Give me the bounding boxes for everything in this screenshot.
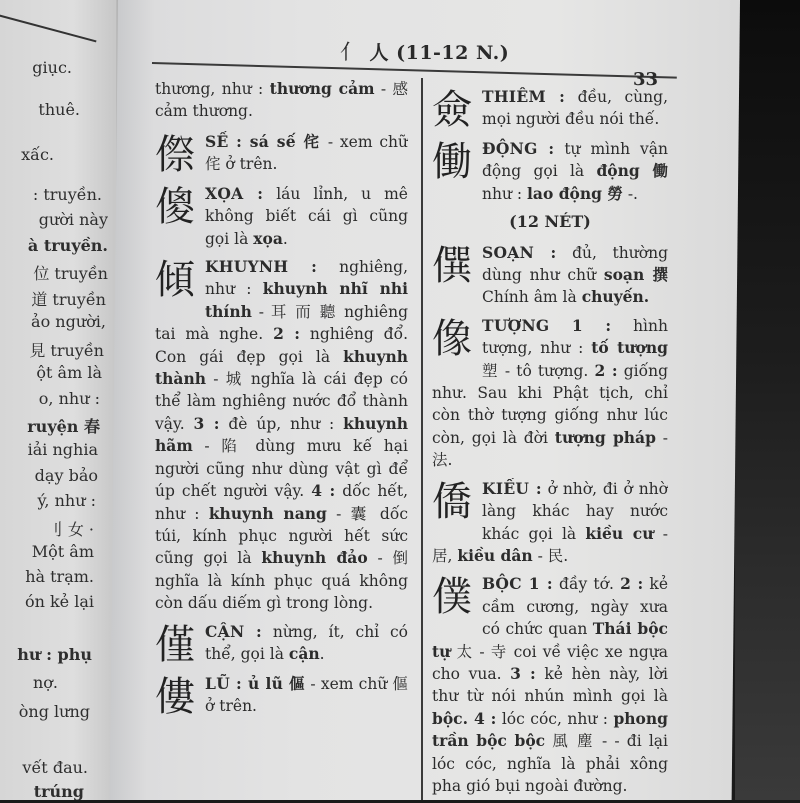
- bold-term: 3 :: [510, 663, 536, 683]
- han-character: 僕: [432, 574, 472, 621]
- dictionary-entry: 傻XỌA : láu lỉnh, u mê không biết cái gì cũng gọi là xọa.: [155, 183, 408, 248]
- entry-headword: SOẠN :: [482, 242, 557, 262]
- definition-text: ở nhờ, đi ở nhờ làng khác hay nước khác gọi là: [482, 479, 668, 543]
- entry-headword: LŨ : ủ lũ 傴: [205, 673, 306, 693]
- han-character: 像: [432, 315, 472, 362]
- dictionary-entry: [155, 256, 408, 615]
- facing-page-line: 見 truyền: [29, 341, 104, 360]
- dictionary-entry: [432, 573, 668, 797]
- definition-text: Chính âm là: [482, 288, 582, 307]
- bold-term: tố tượng: [591, 338, 668, 358]
- definition-text: đều, cùng, mọi người đều nói thế.: [482, 88, 668, 129]
- dictionary-entry: [432, 86, 668, 132]
- dark-background: [735, 0, 800, 800]
- definition-text: nghiêng, như :: [205, 258, 408, 299]
- facing-page-line: 道 truyền: [31, 290, 106, 309]
- entry-headword: TƯỢNG 1 :: [482, 315, 612, 335]
- dictionary-entry: 僅CẬN : nừng, ít, chỉ có thể, gọi là cận.: [155, 621, 408, 667]
- definition-text: - xem chữ 傴 ở trên.: [205, 674, 408, 715]
- definition-text: - 法.: [432, 428, 668, 470]
- dictionary-entry: [432, 138, 668, 205]
- bold-term: cận: [288, 643, 320, 663]
- definition-text: láu lỉnh, u mê không biết cái gì cũng gọi là: [205, 184, 408, 248]
- han-character: 僅: [155, 621, 195, 667]
- facing-page-header-rule: [0, 12, 97, 42]
- entry-headword: CẬN :: [205, 621, 263, 641]
- section-range: 人 (11-12 N.): [369, 42, 510, 64]
- definition-text: -.: [622, 184, 638, 203]
- definition-text: nghiêng đổ. Con gái đẹp gọi là: [155, 325, 408, 366]
- right-column: [432, 86, 668, 803]
- left-column: [155, 78, 408, 725]
- bold-term: Thái bộc tự: [432, 619, 668, 661]
- facing-page-line: : truyền.: [32, 185, 102, 204]
- radical-glyph: 亻: [340, 40, 362, 64]
- han-character: 働: [432, 139, 472, 185]
- facing-page-line: ột âm là: [36, 363, 102, 382]
- bold-term: kiều dân: [457, 545, 533, 565]
- bold-term: kiều cư: [585, 523, 654, 543]
- han-character: 僉: [432, 87, 472, 132]
- bold-term: khuynh đảo: [261, 548, 368, 568]
- definition-text: - xem chữ 侘 ở trên.: [205, 132, 408, 174]
- page-header-title: [340, 36, 509, 66]
- definition-text: hình tượng, như :: [482, 316, 668, 358]
- facing-page-line: Một âm: [31, 542, 94, 561]
- facing-page-left: [0, 0, 122, 800]
- bold-term: soạn 撰: [603, 265, 668, 285]
- facing-page-line: nợ.: [32, 673, 58, 692]
- definition-text: kẻ cầm cương, ngày xưa có chức quan: [482, 575, 668, 639]
- dictionary-entry: [432, 478, 668, 568]
- definition-text: 太 - 寺 coi về việc xe ngựa cho vua.: [432, 642, 668, 683]
- han-character: 傾: [155, 257, 195, 304]
- bold-term: khuynh thành: [155, 346, 408, 389]
- han-character: 僎: [432, 242, 472, 289]
- dictionary-entry: [432, 242, 668, 309]
- facing-page-line: 位 truyền: [33, 264, 108, 283]
- definition-text: nừng, ít, chỉ có thể, gọi là: [205, 622, 408, 663]
- definition-text: - 陷 dùng mưu kế hại người cũng như dùng vật gì để úp chết người vậy.: [155, 437, 408, 501]
- definition-text: lóc cóc, như :: [496, 709, 614, 728]
- facing-page-line: trúng: [33, 782, 84, 800]
- facing-page-line: ruyện 春: [27, 417, 100, 436]
- han-character: 傺: [155, 131, 195, 177]
- definition-text: kẻ hèn này, lời thư từ nói nhún mình gọi là: [432, 664, 668, 706]
- bold-term: 2 :: [273, 324, 300, 344]
- definition-text: 風 塵 - - đi lại lóc cóc, nghĩa là phải xông pha gió bụi ngoài đường.: [432, 732, 668, 795]
- bold-term: 4 :: [311, 481, 336, 501]
- facing-page-line: dạy bảo: [34, 466, 98, 485]
- entry-headword: KHUYNH :: [205, 257, 318, 277]
- bold-term: bộc. 4 :: [432, 708, 497, 728]
- bold-term: lao động 勞: [527, 183, 623, 203]
- definition-text: giống như. Sau khi Phật tịch, chỉ còn thờ tượng giống như lúc còn, gọi là đời: [432, 361, 668, 447]
- page-number: 33: [633, 69, 659, 90]
- han-character: 僂: [155, 673, 195, 719]
- bold-term: tượng pháp: [554, 427, 656, 447]
- facing-page-line: hà trạm.: [25, 567, 94, 586]
- bold-term: khuynh nhĩ nhi thính: [205, 279, 408, 321]
- facing-page-line: òng lưng: [18, 702, 90, 721]
- entry-headword: BỘC 1 :: [482, 574, 553, 594]
- facing-page-line: ón kẻ lại: [24, 592, 94, 611]
- bold-term: 2 :: [594, 360, 618, 380]
- facing-page-line: vết đau.: [22, 758, 88, 777]
- facing-page-line: xấc.: [21, 145, 54, 164]
- definition-text: dốc hết, như :: [155, 482, 408, 523]
- entry-headword: THIÊM :: [482, 87, 566, 106]
- definition-text: - 囊 dốc túi, kính phục người hết sức cũng gọi là: [155, 504, 408, 568]
- entry-headword: SẾ : sá sế 侘: [205, 131, 322, 151]
- column-divider: [421, 78, 423, 800]
- definition-text: 塑 - tô tượng.: [482, 361, 595, 380]
- bold-term: phong trần bộc bộc: [432, 708, 668, 751]
- bold-term: 2 :: [620, 574, 644, 594]
- facing-page-line: hư : phụ: [17, 645, 92, 664]
- bold-term: khuynh hãm: [155, 413, 408, 456]
- bold-term: chuyến.: [581, 287, 650, 307]
- facing-page-line: à truyền.: [27, 236, 108, 255]
- definition-text: đầy tớ.: [552, 575, 621, 594]
- dictionary-entry: [432, 315, 668, 472]
- facing-page-line: 刂 女 ·: [46, 520, 94, 539]
- definition-text: tự mình vận động gọi là: [482, 140, 668, 181]
- section-heading-12-strokes: (12 NÉT): [509, 212, 591, 232]
- definition-text: đè úp, như :: [219, 414, 344, 433]
- facing-page-line: ảo người,: [31, 312, 106, 331]
- facing-page-line: thuê.: [38, 100, 80, 119]
- bold-term: xọa: [253, 228, 283, 248]
- facing-page-line: o, như :: [38, 389, 100, 408]
- bold-term: khuynh nang: [208, 503, 327, 523]
- bold-term: động 働: [596, 161, 668, 181]
- facing-page-line: iải nghia: [27, 440, 98, 459]
- facing-page-line: gười này: [38, 210, 108, 229]
- dictionary-entry: [155, 131, 408, 177]
- han-character: 傻: [155, 183, 195, 230]
- definition-text: - 耳 而 聽 nghiêng tai mà nghe.: [155, 302, 408, 344]
- continued-entry: thương, như : thương cảm - 感 cảm thương.: [155, 79, 409, 121]
- definition-text: đủ, thường dùng như chữ: [482, 243, 668, 285]
- definition-text: - 倒 nghĩa là kính phục quá không còn dấu diếm gì trong lòng.: [155, 549, 408, 613]
- dictionary-entry: [155, 673, 408, 719]
- entry-headword: KIỀU :: [482, 478, 542, 498]
- entry-headword: XỌA :: [205, 183, 264, 203]
- facing-page-line: giục.: [32, 58, 72, 77]
- definition-text: - 民.: [532, 546, 569, 565]
- bold-term: 3 :: [193, 413, 220, 433]
- definition-text: - 城 nghĩa là cái đẹp có thể làm nghiêng nước đổ thành vậy.: [155, 370, 408, 433]
- han-character: 僑: [432, 478, 472, 525]
- definition-text: - 居,: [432, 524, 668, 565]
- definition-text: như :: [482, 184, 528, 203]
- facing-page-line: ý, như :: [37, 491, 96, 510]
- entry-headword: ĐỘNG :: [482, 139, 555, 158]
